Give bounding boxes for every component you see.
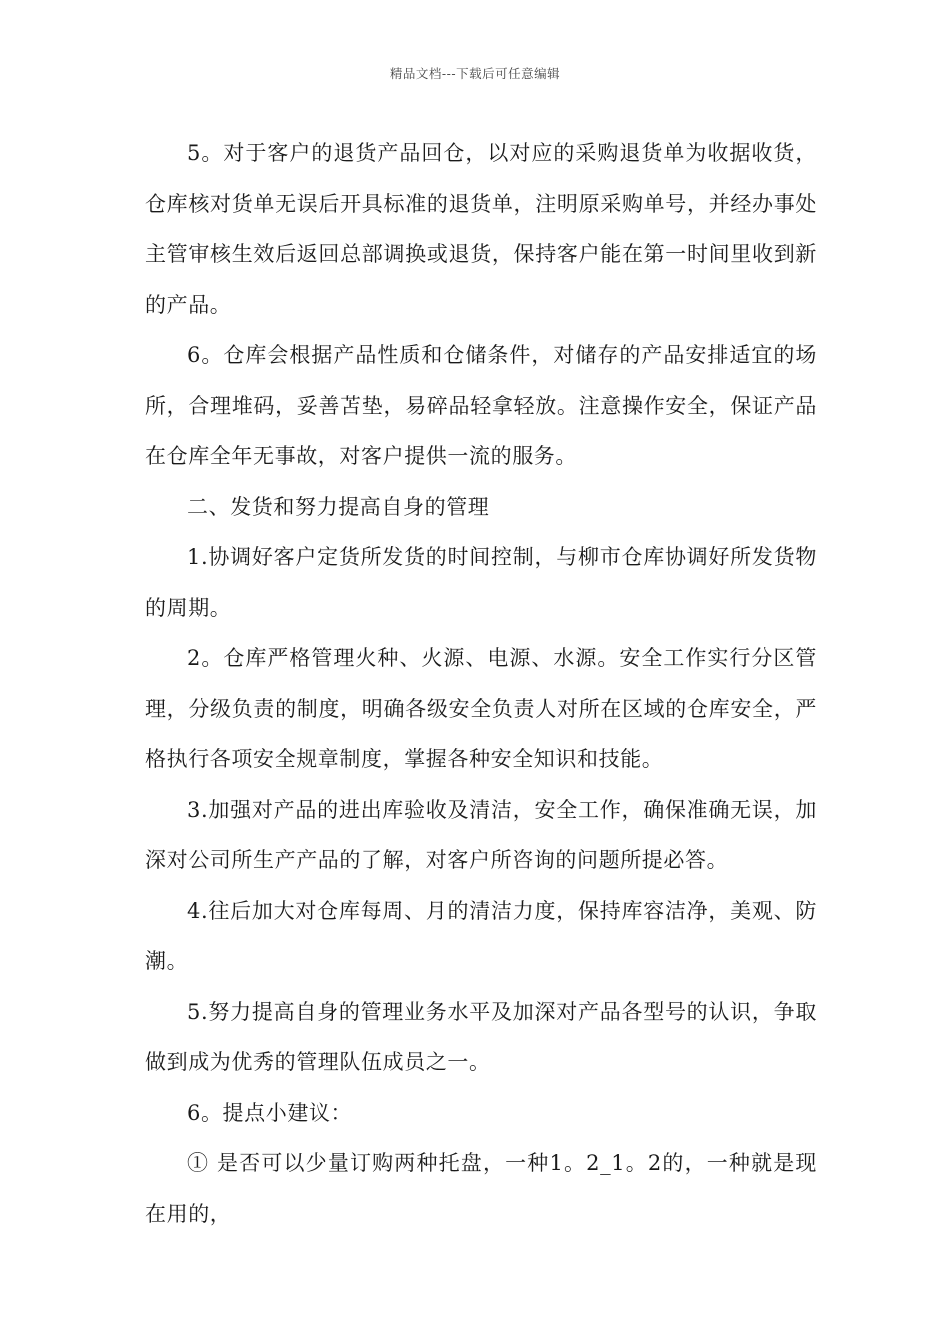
paragraph-suggestions-heading: 6。提点小建议： <box>187 1100 353 1125</box>
paragraph-inspection: 3.加强对产品的进出库验收及清洁，安全工作，确保准确无误，加深对公司所生产产品的了解，对客户所咨询的问题所提必答。 <box>145 797 817 872</box>
paragraph-storage-safety: 6。仓库会根据产品性质和仓储条件，对储存的产品安排适宜的场所，合理堆码，妥善苫垫，易碎品轻拿轻放。注意操作安全，保证产品在仓库全年无事故，对客户提供一流的服务。 <box>145 343 817 468</box>
paragraph-return-goods: 5。对于客户的退货产品回仓，以对应的采购退货单为收据收货，仓库核对货单无误后开具标准的退货单，注明原采购单号，并经办事处主管审核生效后返回总部调换或退货，保持客户能在第一时间里收到新的产品。 <box>145 141 817 317</box>
section-heading-shipping-management: 二、发货和努力提高自身的管理 <box>187 494 490 519</box>
paragraph-delivery-timing: 1.协调好客户定货所发货的时间控制，与柳市仓库协调好所发货物的周期。 <box>145 545 817 620</box>
paragraph-fire-safety: 2。仓库严格管理火种、火源、电源、水源。安全工作实行分区管理，分级负责的制度，明确各级安全负责人对所在区域的仓库安全，严格执行各项安全规章制度，掌握各种安全知识和技能。 <box>145 646 817 771</box>
document-body <box>145 128 817 1239</box>
page-header: 精品文档---下载后可任意编辑 <box>389 66 561 81</box>
paragraph-self-improvement: 5.努力提高自身的管理业务水平及加深对产品各型号的认识，争取做到成为优秀的管理队伍成员之一。 <box>145 999 817 1074</box>
paragraph-pallet-suggestion: ① 是否可以少量订购两种托盘，一种1。2_1。2的，一种就是现在用的， <box>145 1151 817 1226</box>
paragraph-cleaning: 4.往后加大对仓库每周、月的清洁力度，保持库容洁净，美观、防潮。 <box>145 898 817 973</box>
